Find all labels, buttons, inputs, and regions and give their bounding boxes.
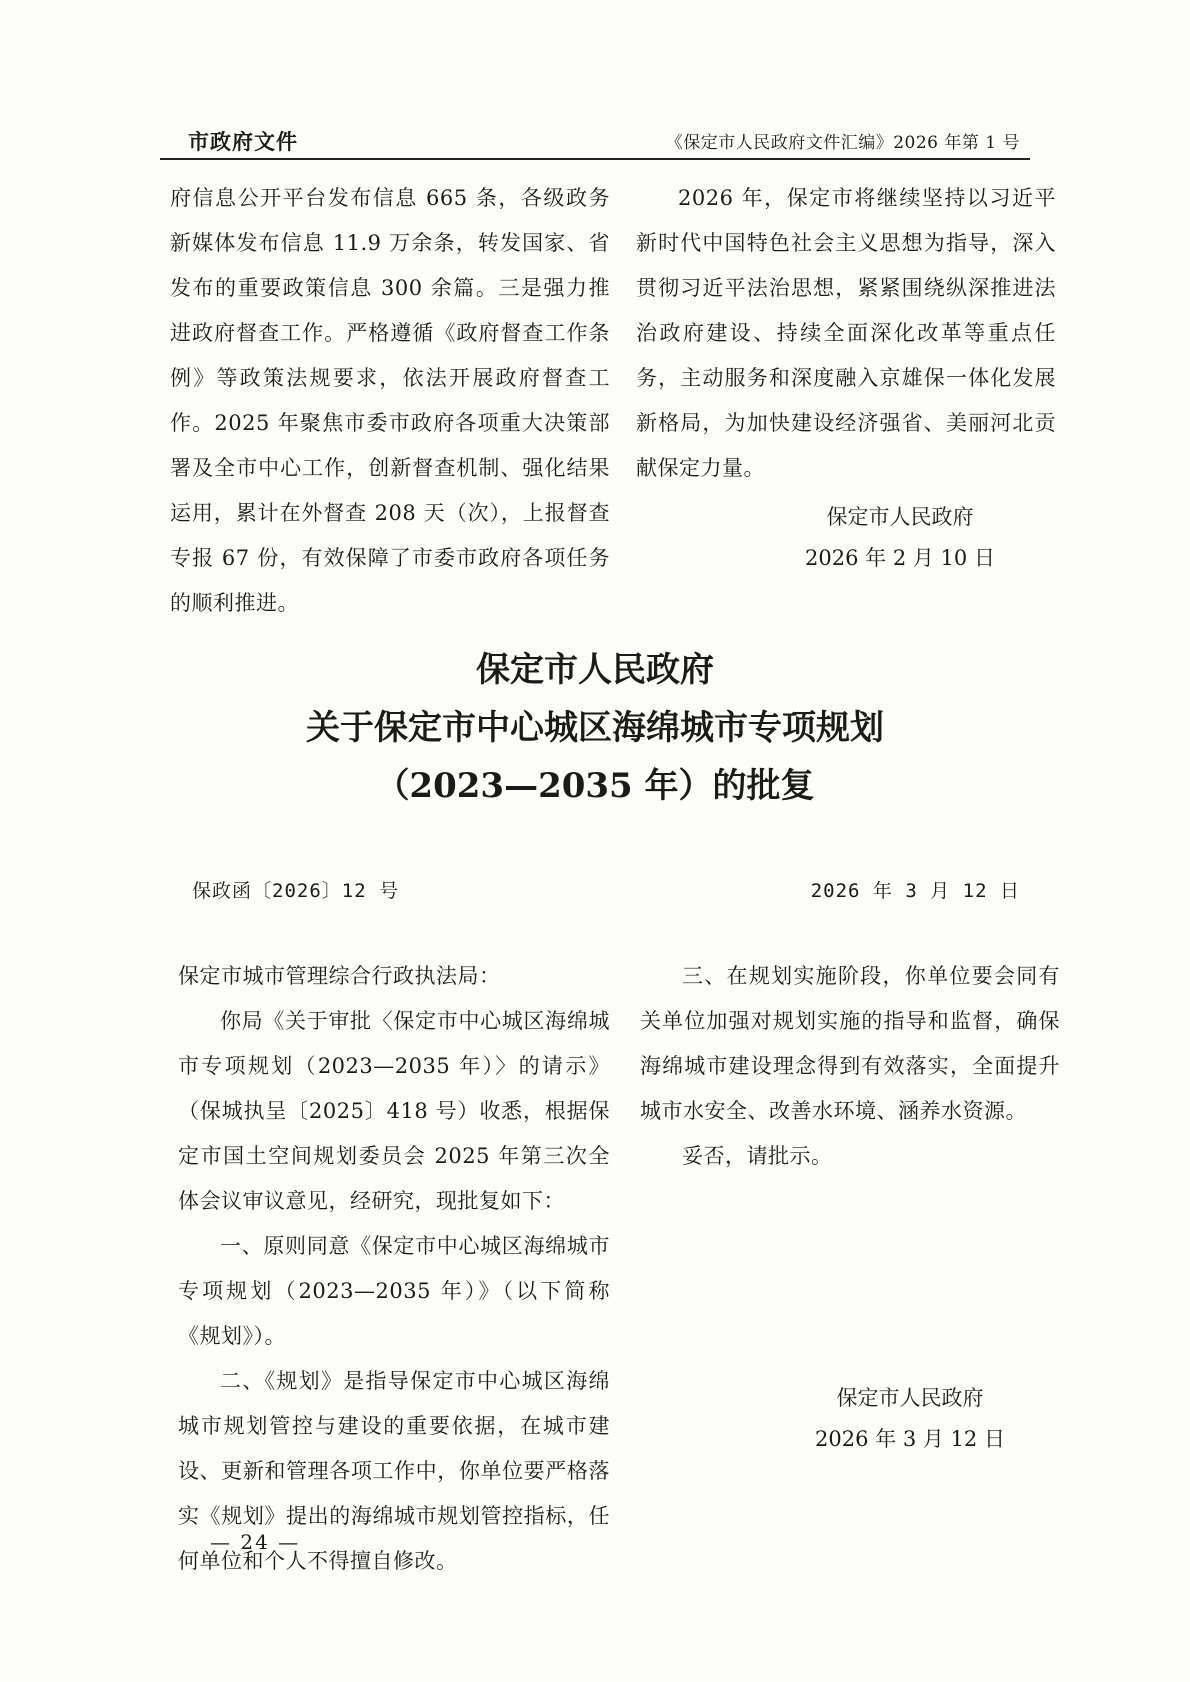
prev-doc-signature xyxy=(790,497,1010,579)
addressee: 保定市城市管理综合行政执法局： xyxy=(178,964,501,988)
doc-right-column xyxy=(640,954,1060,1179)
signature-org: 保定市人民政府 xyxy=(836,1386,984,1410)
signature-date: 2026 年 2 月 10 日 xyxy=(805,546,995,570)
prev-doc-left-column xyxy=(170,176,610,626)
prev-doc-paragraph: 府信息公开平台发布信息 665 条，各级政务新媒体发布信息 11.9 万余条，转发国家、省发布的重要政策信息 300 余篇。三是强力推进政府督查工作。严格遵循《政府督查工作条例》等政策法规要求，依法开展政府督查工作。2025 年聚焦市委市政府各项重大决策部署及全市中心工作，创新督查机制、强化结果运用，累计在外督查 208 天（次），上报督查专报 67 份，有效保障了市委市政府各项任务的顺利推进。 xyxy=(170,186,610,615)
title-line-3: （2023—2035 年）的批复 xyxy=(375,766,815,806)
page-number: — 24 — xyxy=(210,1530,301,1554)
header-divider xyxy=(160,158,1030,160)
prev-doc-right-column xyxy=(636,176,1056,491)
title-line-2: 关于保定市中心城区海绵城市专项规划 xyxy=(306,708,884,748)
header-publication-title: 《保定市人民政府文件汇编》2026 年第 1 号 xyxy=(665,133,1020,153)
document-title xyxy=(0,641,1190,815)
doc-paragraph-3: 二、《规划》是指导保定市中心城区海绵城市规划管控与建设的重要依据，在城市建设、更新和管理各项工作中，你单位要严格落实《规划》提出的海绵城市规划管控指标，任何单位和个人不得擅自修改。 xyxy=(178,1369,610,1573)
title-line-1: 保定市人民政府 xyxy=(476,650,714,690)
doc-paragraph-1: 你局《关于审批〈保定市中心城区海绵城市专项规划（2023—2035 年）〉的请示》（保城执呈〔2025〕418 号）收悉，根据保定市国土空间规划委员会 2025 年第三次全体会议审议意见，经研究，现批复如下： xyxy=(178,1009,610,1213)
doc-paragraph-5: 妥否，请批示。 xyxy=(682,1144,833,1168)
signature-org: 保定市人民政府 xyxy=(826,505,974,529)
doc-paragraph-4: 三、在规划实施阶段，你单位要会同有关单位加强对规划实施的指导和监督，确保海绵城市建设理念得到有效落实，全面提升城市水安全、改善水环境、涵养水资源。 xyxy=(640,964,1060,1123)
signature-date: 2026 年 3 月 12 日 xyxy=(815,1427,1005,1451)
document-date: 2026 年 3 月 12 日 xyxy=(810,880,1020,902)
header-section-label: 市政府文件 xyxy=(188,130,298,154)
doc-paragraph-2: 一、原则同意《保定市中心城区海绵城市专项规划（2023—2035 年）》（以下简称《规划》）。 xyxy=(178,1234,610,1348)
doc-signature xyxy=(800,1378,1020,1460)
prev-doc-closing-paragraph: 2026 年，保定市将继续坚持以习近平新时代中国特色社会主义思想为指导，深入贯彻习近平法治思想，紧紧围绕纵深推进法治政府建设、持续全面深化改革等重点任务，主动服务和深度融入京雄保一体化发展新格局，为加快建设经济强省、美丽河北贡献保定力量。 xyxy=(636,186,1056,480)
document-number: 保政函〔2026〕12 号 xyxy=(192,880,400,902)
doc-left-column xyxy=(178,954,610,1584)
